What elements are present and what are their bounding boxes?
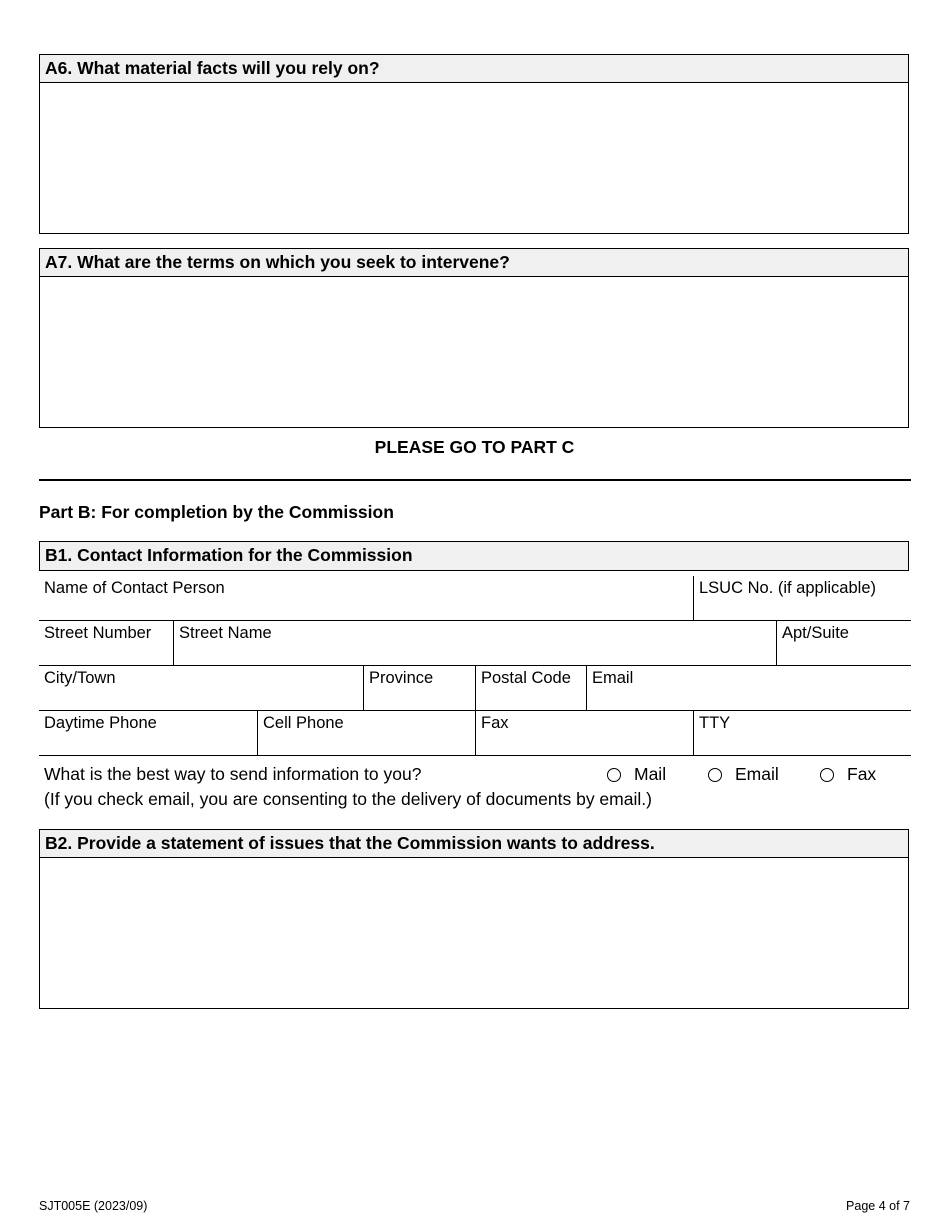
email-label: Email — [592, 669, 634, 687]
part-b-title: Part B: For completion by the Commission — [39, 502, 394, 522]
email-field[interactable] — [586, 666, 911, 710]
material-facts-textarea[interactable] — [40, 83, 908, 233]
tty-field[interactable] — [693, 711, 911, 755]
form-code: SJT005E (2023/09) — [39, 1199, 148, 1213]
fax-field[interactable] — [475, 711, 693, 755]
contact-row-2 — [39, 621, 911, 666]
intervene-terms-textarea[interactable] — [40, 277, 908, 427]
section-b2 — [39, 829, 909, 1009]
email-option-label: Email — [735, 764, 779, 784]
delivery-option-fax[interactable] — [820, 764, 876, 785]
contact-person-field[interactable] — [39, 576, 693, 620]
province-field[interactable] — [363, 666, 475, 710]
section-b2-heading: B2. Provide a statement of issues that the Commission wants to address. — [40, 830, 908, 858]
contact-row-1 — [39, 576, 911, 621]
contact-row-3 — [39, 666, 911, 711]
fax-radio-icon[interactable] — [820, 768, 834, 782]
section-b1-heading: B1. Contact Information for the Commission — [40, 542, 908, 570]
section-b1 — [39, 541, 909, 571]
city-label: City/Town — [44, 669, 116, 687]
cell-phone-field[interactable] — [257, 711, 475, 755]
street-name-field[interactable] — [173, 621, 776, 665]
apt-suite-field[interactable] — [776, 621, 911, 665]
email-radio-icon[interactable] — [708, 768, 722, 782]
mail-radio-icon[interactable] — [607, 768, 621, 782]
contact-row-4 — [39, 711, 911, 756]
delivery-option-mail[interactable] — [607, 764, 666, 785]
street-number-field[interactable] — [39, 621, 173, 665]
province-label: Province — [369, 669, 434, 687]
section-a6 — [39, 54, 909, 234]
street-number-label: Street Number — [44, 624, 152, 642]
daytime-phone-field[interactable] — [39, 711, 257, 755]
tty-label: TTY — [699, 714, 731, 732]
delivery-question: What is the best way to send information to you? — [44, 764, 422, 784]
mail-option-label: Mail — [634, 764, 667, 784]
cell-phone-label: Cell Phone — [263, 714, 344, 732]
email-consent-note: (If you check email, you are consenting to the delivery of documents by email.) — [44, 789, 652, 809]
apt-suite-label: Apt/Suite — [782, 624, 849, 642]
street-name-label: Street Name — [179, 624, 272, 642]
postal-code-label: Postal Code — [481, 669, 571, 687]
lsuc-label: LSUC No. (if applicable) — [699, 579, 876, 597]
part-divider — [39, 479, 911, 481]
page-number: Page 4 of 7 — [846, 1199, 910, 1213]
city-field[interactable] — [39, 666, 363, 710]
issues-statement-textarea[interactable] — [40, 858, 908, 1008]
contact-person-label: Name of Contact Person — [44, 579, 225, 597]
section-a7 — [39, 248, 909, 428]
fax-option-label: Fax — [847, 764, 877, 784]
go-to-part-c: PLEASE GO TO PART C — [374, 437, 575, 457]
postal-code-field[interactable] — [475, 666, 586, 710]
fax-label: Fax — [481, 714, 509, 732]
daytime-phone-label: Daytime Phone — [44, 714, 157, 732]
delivery-option-email[interactable] — [708, 764, 779, 785]
section-a6-heading: A6. What material facts will you rely on? — [40, 55, 908, 83]
section-a7-heading: A7. What are the terms on which you seek to intervene? — [40, 249, 908, 277]
lsuc-field[interactable] — [693, 576, 911, 620]
